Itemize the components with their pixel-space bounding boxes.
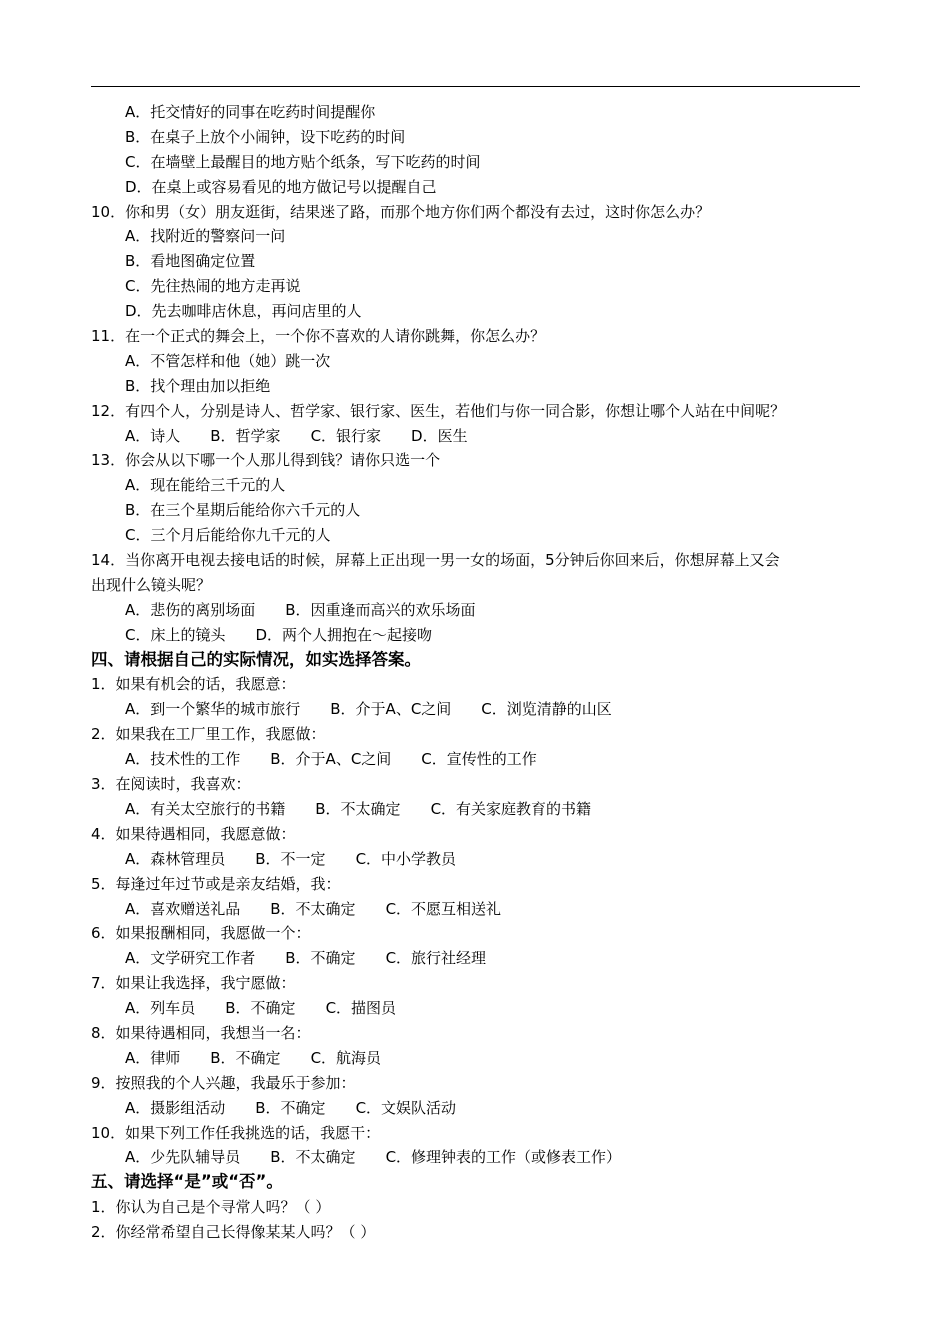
option-text: B．不确定 — [210, 1048, 281, 1067]
option-text: C．浏览清静的山区 — [481, 700, 612, 719]
question-text: 4．如果待遇相同，我愿意做： — [91, 824, 296, 843]
question-text: 11．在一个正式的舞会上，一个你不喜欢的人请你跳舞，你怎么办？ — [91, 327, 546, 346]
option-text: B．看地图确定位置 — [125, 252, 256, 271]
option-text: B．介于A、C之间 — [330, 700, 452, 719]
question-text: 10．如果下列工作任我挑选的话，我愿干： — [91, 1123, 381, 1142]
option-text: A．到一个繁华的城市旅行 — [125, 700, 301, 719]
option-text: A．悲伤的离别场面 — [125, 600, 256, 619]
option-text: A．列车员 — [125, 999, 196, 1018]
option-row — [91, 996, 860, 1021]
option-text: B．因重逢而高兴的欢乐场面 — [285, 600, 476, 619]
question-text: 2．如果我在工厂里工作，我愿做： — [91, 725, 326, 744]
question-text: 14．当你离开电视去接电话的时候，屏幕上正出现一男一女的场面，5分钟后你回来后，你想屏幕上又会 — [91, 551, 780, 570]
question-text: 7．如果让我选择，我宁愿做： — [91, 974, 296, 993]
question-text: 5．每逢过年过节或是亲友结婚，我： — [91, 874, 341, 893]
option-row — [91, 424, 860, 449]
question-text: 1．你认为自己是个寻常人吗？（ ） — [91, 1198, 331, 1217]
option-text: C．有关家庭教育的书籍 — [430, 799, 592, 818]
option-text: C．文娱队活动 — [355, 1098, 457, 1117]
option-text: B．不太确定 — [270, 899, 356, 918]
option-row — [91, 1046, 860, 1071]
option-text: A．现在能给三千元的人 — [125, 476, 286, 495]
option-row — [91, 1145, 860, 1170]
option-row — [91, 797, 860, 822]
option-text: A．律师 — [125, 1048, 181, 1067]
option-text: B．介于A、C之间 — [270, 750, 392, 769]
option-text: A．摄影组活动 — [125, 1098, 226, 1117]
option-text: D．两个人拥抱在～起接吻 — [255, 625, 433, 644]
option-text: C．航海员 — [310, 1048, 382, 1067]
option-text: A．喜欢赠送礼品 — [125, 899, 241, 918]
option-text: C．银行家 — [310, 426, 382, 445]
option-text: D．医生 — [411, 426, 468, 445]
question-text: 出现什么镜头呢？ — [91, 575, 212, 594]
option-text: D．在桌上或容易看见的地方做记号以提醒自己 — [125, 177, 437, 196]
section-heading: 五、请选择“是”或“否”。 — [91, 1172, 283, 1192]
option-text: B．不确定 — [255, 1098, 326, 1117]
question-text: 3．在阅读时，我喜欢： — [91, 775, 251, 794]
option-text: A．诗人 — [125, 426, 181, 445]
option-row — [91, 623, 860, 648]
option-text: B．不一定 — [255, 849, 326, 868]
option-row — [91, 697, 860, 722]
option-text: C．床上的镜头 — [125, 625, 226, 644]
question-text: 2．你经常希望自己长得像某某人吗？（ ） — [91, 1223, 376, 1242]
question-text: 13．你会从以下哪一个人那儿得到钱？请你只选一个 — [91, 451, 441, 470]
option-row — [91, 847, 860, 872]
option-text: C．在墙壁上最醒目的地方贴个纸条，写下吃药的时间 — [125, 152, 481, 171]
option-text: B．不确定 — [285, 949, 356, 968]
option-text: A．托交情好的同事在吃药时间提醒你 — [125, 103, 376, 121]
option-text: A．森林管理员 — [125, 849, 226, 868]
option-text: B．哲学家 — [210, 426, 281, 445]
header-rule — [91, 86, 860, 87]
question-text: 8．如果待遇相同，我想当一名： — [91, 1023, 311, 1042]
option-text: C．三个月后能给你九千元的人 — [125, 526, 331, 545]
option-text: A．少先队辅导员 — [125, 1148, 241, 1167]
option-text: A．找附近的警察问一问 — [125, 227, 286, 246]
option-row — [91, 946, 860, 971]
option-row — [91, 897, 860, 922]
option-text: B．不太确定 — [270, 1148, 356, 1167]
option-text: B．在三个星期后能给你六千元的人 — [125, 501, 361, 520]
option-row — [91, 1096, 860, 1121]
option-text: A．技术性的工作 — [125, 750, 241, 769]
question-text: 1．如果有机会的话，我愿意： — [91, 675, 296, 694]
option-text: B．找个理由加以拒绝 — [125, 376, 271, 395]
document-body — [91, 100, 860, 1245]
question-text: 10．你和男（女）朋友逛街，结果迷了路，而那个地方你们两个都没有去过，这时你怎么办？ — [91, 202, 711, 221]
question-text: 9．按照我的个人兴趣，我最乐于参加： — [91, 1073, 356, 1092]
option-text: C．不愿互相送礼 — [385, 899, 502, 918]
question-text: 12．有四个人，分别是诗人、哲学家、银行家、医生，若他们与你一同合影，你想让哪个人站在中间呢？ — [91, 401, 786, 420]
option-text: B．不太确定 — [315, 799, 401, 818]
option-text: C．描图员 — [325, 999, 397, 1018]
section-heading: 四、请根据自己的实际情况，如实选择答案。 — [91, 649, 421, 669]
option-row — [91, 598, 860, 623]
question-text: 6．如果报酬相同，我愿做一个： — [91, 924, 311, 943]
option-text: D．先去咖啡店休息，再问店里的人 — [125, 302, 362, 321]
option-text: A．有关太空旅行的书籍 — [125, 799, 286, 818]
option-text: A．不管怎样和他（她）跳一次 — [125, 351, 331, 370]
option-text: C．旅行社经理 — [385, 949, 487, 968]
option-text: A．文学研究工作者 — [125, 949, 256, 968]
option-text: B．不确定 — [225, 999, 296, 1018]
option-text: C．先往热闹的地方走再说 — [125, 277, 301, 296]
option-text: C．修理钟表的工作（或修表工作） — [385, 1148, 622, 1167]
option-text: C．中小学教员 — [355, 849, 457, 868]
option-text: C．宣传性的工作 — [421, 750, 537, 769]
option-row — [91, 747, 860, 772]
option-text: B．在桌子上放个小闹钟，设下吃药的时间 — [125, 127, 406, 146]
